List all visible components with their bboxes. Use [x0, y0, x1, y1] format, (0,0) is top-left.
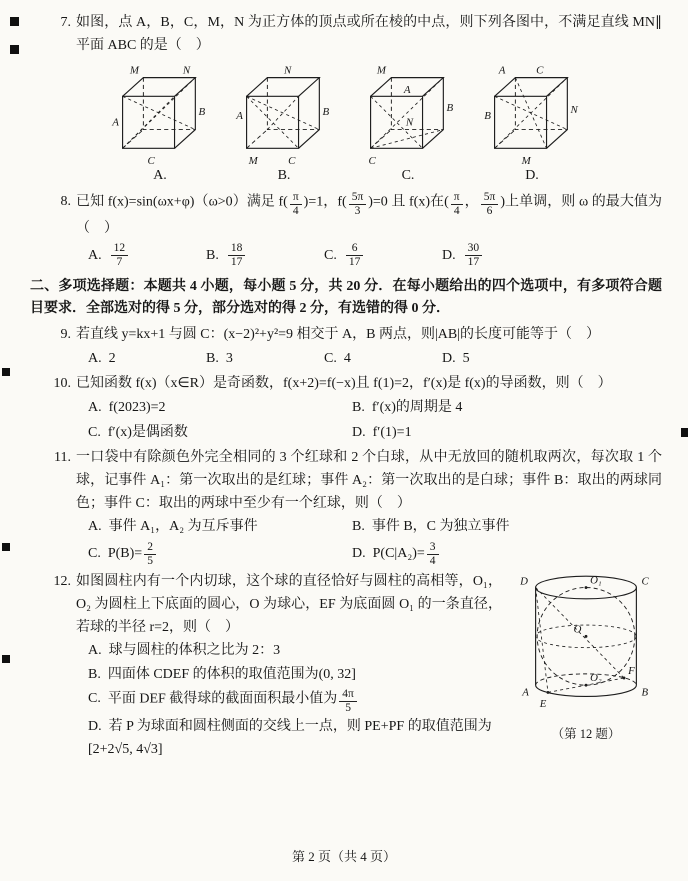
- question-9: [60, 324, 662, 370]
- option-b: B. 事件 B，C 为独立事件: [352, 519, 510, 535]
- question-9-options: [76, 348, 662, 371]
- figure-label-o: O: [573, 624, 582, 637]
- cube-c-label: M: [376, 64, 386, 77]
- figure-label-e: E: [539, 698, 547, 711]
- cube-d-label: B: [484, 110, 491, 123]
- option-c: C. 平面 DEF 截得球的截面面积最小值为 $\frac{4\pi}{5}$: [76, 688, 662, 715]
- cube-a-label: B: [198, 106, 206, 119]
- question-11-number: 11.: [54, 450, 71, 466]
- question-12-text: 如图圆柱内有一个内切球，这个球的直径恰好与圆柱的高相等，O₁，O₂ 为圆柱上下底面的圆心，O 为球心，EF 为底面圆 O₁ 的一条直径，若球的半径 r=2，则（ ）: [76, 574, 502, 635]
- cube-d-label: M: [521, 155, 531, 168]
- cube-b-label: C: [288, 155, 296, 168]
- cube-a-label: N: [182, 64, 191, 77]
- question-11-text: 一口袋中有除颜色外完全相同的 3 个红球和 2 个白球，从中无放回的随机取两次，每次取 1 个球，记事件 A₁：第一次取出的是红球；事件 A₂：第一次取出的是白球；事件 B：取出的两球同色；事件 C：取出的两球中至少有一个红球，则（ ）: [76, 450, 662, 511]
- question-9-number: 9.: [60, 326, 71, 342]
- q8-text-part: )上单调，则 ω 的最大值为（ ）: [76, 194, 662, 237]
- question-7: [60, 12, 662, 188]
- fraction: $\frac{30}{17}$: [465, 242, 483, 269]
- option-d: D. 若 P 为球面和圆柱侧面的交线上一点，则 PE+PF 的取值范围为[2+2√5, 4√3]: [88, 719, 492, 757]
- question-8-options: [76, 242, 662, 269]
- question-10: [53, 373, 662, 444]
- option-c: C. $\frac{6}{17}$: [324, 242, 442, 269]
- section-2-header: 二、多项选择题：本题共 4 小题，每小题 5 分，共 20 分．在每小题给出的四个选项中，有多项符合题目要求．全部选对的得 5 分，部分选对的得 2 分，有选错的得 0 分．: [30, 278, 662, 317]
- fraction: $\frac{4\pi}{5}$: [339, 688, 357, 715]
- option-a: A. $\frac{12}{7}$: [88, 242, 206, 269]
- cube-figure-b: [232, 61, 336, 188]
- cube-a-label: A: [112, 116, 119, 129]
- cube-option-label-a: A.: [153, 168, 167, 184]
- scan-artifact: [2, 368, 10, 376]
- figure-caption: （第 12 题）: [551, 727, 621, 742]
- cube-c-drawing: [358, 61, 458, 167]
- question-12-figure: [510, 569, 662, 744]
- question-7-text: 如图，点 A，B，C，M，N 为正方体的顶点或所在棱的中点，则下列各图中，不满足直线 MN∥平面 ABC 的是（ ）: [76, 15, 662, 53]
- option-a: A. 事件 A₁，A₂ 为互斥事件: [88, 519, 258, 535]
- question-11-options-row-1: [76, 516, 662, 539]
- cube-b-drawing: [234, 61, 334, 167]
- cube-d-label: N: [570, 104, 578, 117]
- question-10-options-row-2: [76, 422, 662, 445]
- fraction: $\frac{\pi}{4}$: [451, 191, 463, 218]
- cube-b-label: M: [248, 155, 258, 168]
- figure-label-b: B: [641, 686, 649, 699]
- cube-a-drawing: [110, 61, 210, 167]
- question-7-number: 7.: [60, 15, 71, 30]
- option-c: C. P(B)= $\frac{2}{5}$: [88, 541, 352, 568]
- question-11: [54, 447, 662, 568]
- cube-b-label: B: [322, 106, 330, 119]
- fraction: $\frac{12}{7}$: [111, 242, 129, 269]
- option-d: D. P(C|A₂)= $\frac{3}{4}$: [352, 541, 616, 568]
- cube-b-label: N: [284, 64, 292, 77]
- cube-a-edges: [123, 78, 196, 149]
- figure-label-o1: O₁: [590, 574, 602, 587]
- fraction: $\frac{3}{4}$: [427, 541, 439, 568]
- cube-b-label: A: [236, 110, 243, 123]
- question-8-text: [76, 191, 662, 241]
- scan-artifact: [2, 543, 10, 551]
- question-10-options-row-1: [76, 397, 662, 420]
- cube-d-label: C: [536, 64, 544, 77]
- fraction: $\frac{6}{17}$: [346, 242, 364, 269]
- cylinder-edges: [536, 574, 637, 697]
- option-a: A. f(2023)=2: [88, 399, 166, 415]
- cylinder-sphere-drawing: [513, 569, 659, 715]
- scan-artifact: [10, 45, 19, 54]
- cube-d-drawing: [482, 61, 582, 167]
- cube-a-label: M: [129, 64, 139, 77]
- option-a: A. 球与圆柱的体积之比为 2：3: [88, 643, 281, 659]
- question-8-number: 8.: [60, 194, 71, 210]
- question-7-figures: [30, 61, 662, 188]
- cube-d-label: A: [498, 64, 506, 77]
- option-d: D. 5: [442, 350, 470, 366]
- option-b: B. $\frac{18}{17}$: [206, 242, 324, 269]
- question-10-text: 已知函数 f(x)（x∈R）是奇函数，f(x+2)=f(−x)且 f(1)=2，f′(x)是 f(x)的导函数，则（ ）: [76, 376, 612, 392]
- cube-c-label: N: [405, 116, 414, 129]
- figure-label-f: F: [628, 665, 635, 678]
- figure-label-o2: O₂: [590, 672, 602, 685]
- option-c: C. 4: [324, 350, 351, 366]
- cube-figure-c: [356, 61, 460, 188]
- question-8: [60, 191, 662, 270]
- fraction: $\frac{5\pi}{6}$: [481, 191, 499, 218]
- figure-label-a: A: [522, 686, 529, 699]
- fraction: $\frac{\pi}{4}$: [290, 191, 302, 218]
- fraction: $\frac{5\pi}{3}$: [349, 191, 367, 218]
- question-12: [53, 571, 662, 761]
- cube-option-label-d: D.: [525, 168, 539, 184]
- cube-figure-a: [108, 61, 212, 188]
- scan-artifact: [2, 655, 10, 663]
- question-9-text: 若直线 y=kx+1 与圆 C：(x−2)²+y²=9 相交于 A，B 两点，则|AB|的长度可能等于（ ）: [76, 326, 601, 342]
- q8-text-part: 已知 f(x)=sin(ωx+φ)（ω>0）满足 f(: [76, 194, 288, 210]
- page-footer: 第 2 页（共 4 页）: [291, 849, 396, 864]
- cube-c-label: B: [446, 102, 454, 115]
- cube-d-edges: [495, 78, 568, 149]
- option-c: C. f′(x)是偶函数: [88, 424, 188, 440]
- question-11-options-row-2: [76, 541, 662, 568]
- option-b: B. 3: [206, 350, 233, 366]
- figure-label-d: D: [520, 575, 528, 588]
- fraction: $\frac{2}{5}$: [144, 541, 156, 568]
- scan-artifact: [10, 17, 19, 26]
- option-d: D. $\frac{30}{17}$: [442, 242, 560, 269]
- option-b: B. 四面体 CDEF 的体积的取值范围为(0, 32]: [88, 667, 356, 683]
- cube-c-label: A: [403, 84, 411, 97]
- cube-figure-d: [480, 61, 584, 188]
- scan-artifact: [681, 428, 688, 437]
- option-a: A. 2: [88, 350, 116, 366]
- option-d: D. f′(1)=1: [352, 424, 412, 440]
- figure-label-c: C: [641, 575, 649, 588]
- cube-c-label: C: [368, 155, 376, 168]
- q8-text-part: )=0 且 f(x)在(: [368, 194, 449, 210]
- q8-text-part: )=1，f(: [303, 194, 347, 210]
- cube-option-label-c: C.: [401, 168, 415, 184]
- question-10-number: 10.: [53, 376, 71, 392]
- q8-text-part: ，: [464, 194, 479, 210]
- cube-option-label-b: B.: [277, 168, 291, 184]
- option-b: B. f′(x)的周期是 4: [352, 399, 463, 415]
- fraction: $\frac{18}{17}$: [228, 242, 246, 269]
- question-12-number: 12.: [53, 574, 71, 590]
- cube-a-label: C: [147, 155, 155, 168]
- cube-b-edges: [247, 78, 320, 149]
